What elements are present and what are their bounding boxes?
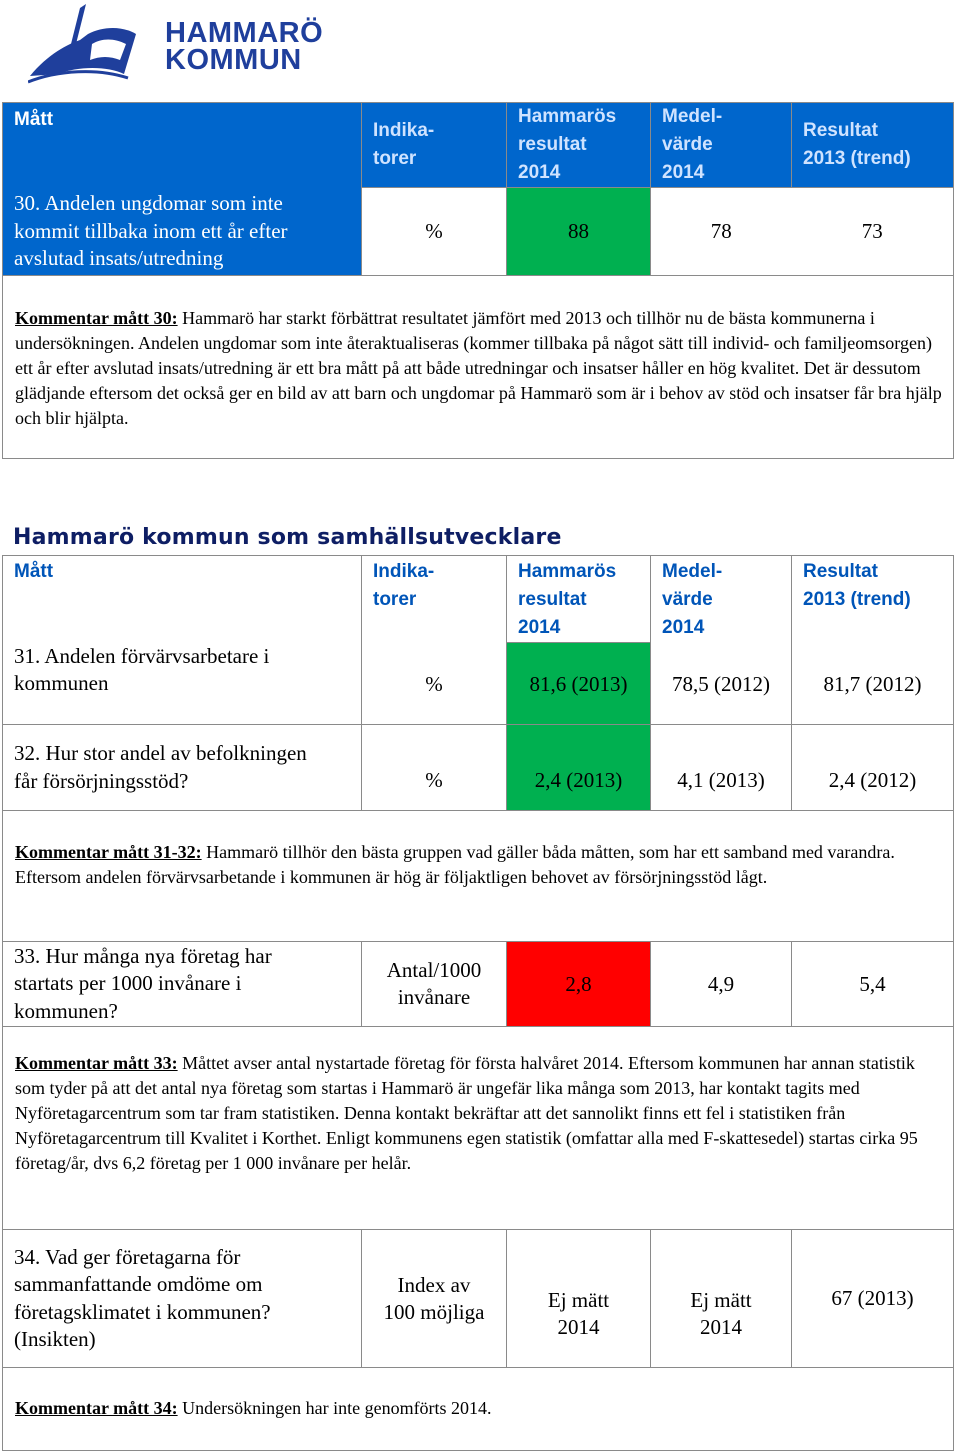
measure-34-unit: Index av 100 möjliga bbox=[362, 1230, 507, 1368]
measure-30-resultat: 73 bbox=[792, 188, 954, 276]
measure-32-medel: 4,1 (2013) bbox=[651, 725, 792, 811]
measure-33-question: 33. Hur många nya företag har startats per 1000 invånare i kommunen? bbox=[3, 942, 362, 1027]
measures-31-34-table bbox=[2, 555, 954, 1451]
logo-mark-icon bbox=[28, 4, 143, 84]
measure-30-comment bbox=[3, 276, 954, 459]
hammaro-kommun-logo bbox=[28, 4, 324, 86]
measure-30-table bbox=[2, 102, 954, 459]
header-medelvarde: Medel- värde 2014 bbox=[651, 103, 792, 188]
measure-33-hammaro: 2,8 bbox=[507, 942, 651, 1027]
measure-33-medel: 4,9 bbox=[651, 942, 792, 1027]
comment-text: Undersökningen har inte genomförts 2014. bbox=[177, 1398, 492, 1418]
section-title: Hammarö kommun som samhällsutvecklare bbox=[13, 525, 562, 550]
measure-30-question: 30. Andelen ungdomar som inte kommit tillbaka inom ett år efter avslutad insats/utredning bbox=[3, 188, 362, 276]
header-hammaros-resultat: Hammarös resultat 2014 bbox=[507, 103, 651, 188]
measure-31-medel: 78,5 (2012) bbox=[651, 643, 792, 725]
header-matt: Mått bbox=[3, 556, 362, 643]
measure-32-unit: % bbox=[362, 725, 507, 811]
measure-30-hammaro: 88 bbox=[507, 188, 651, 276]
comment-label: Kommentar mått 33: bbox=[15, 1053, 178, 1073]
header-resultat-trend: Resultat 2013 (trend) bbox=[792, 103, 954, 188]
logo-line-hammaro: HAMMARÖ bbox=[165, 17, 324, 49]
measure-32-question: 32. Hur stor andel av befolkningen får försörjningsstöd? bbox=[3, 725, 362, 811]
comment-text: Hammarö tillhör den bästa gruppen vad gäller båda måtten, som har ett samband med varandra. Eftersom andelen förvärvsarbetande i kommunen är hög är följaktligen behovet av försörjningsstöd lågt. bbox=[15, 842, 895, 887]
measure-34-resultat: 67 (2013) bbox=[792, 1230, 954, 1368]
measure-31-unit: % bbox=[362, 643, 507, 725]
measure-33-comment bbox=[3, 1027, 954, 1230]
measure-31-resultat: 81,7 (2012) bbox=[792, 643, 954, 725]
measure-34-hammaro: Ej mätt 2014 bbox=[507, 1230, 651, 1368]
measure-32-resultat: 2,4 (2012) bbox=[792, 725, 954, 811]
header-hammaros-resultat: Hammarös resultat 2014 bbox=[507, 556, 651, 643]
comment-label: Kommentar mått 30: bbox=[15, 308, 178, 328]
measure-33-unit: Antal/1000 invånare bbox=[362, 942, 507, 1027]
comment-text: Måttet avser antal nystartade företag för första halvåret 2014. Eftersom kommunen har annan statistik som tyder på att det antal nya företag som startas i Hammarö är ungefär lika många som 2013, har kontakt tagits med Nyföretagarcentrum som tar fram statistiken. Denna kontakt bekräftar att det sannolikt finns ett fel i statistiken från Nyföretagarcentrum till Kvalitet i Korthet. Enligt kommunens egen statistik (omfattar alla med F-skattesedel) startas cirka 95 företag/år, dvs 6,2 företag per 1 000 invånare per helår. bbox=[15, 1053, 918, 1173]
comment-text: Hammarö har starkt förbättrat resultatet jämfört med 2013 och tillhör nu de bästa kommunerna i undersökningen. Andelen ungdomar som inte återaktualiseras (kommer tillbaka på något sätt till individ- och familjeomsorgen) ett år efter avslutad insats/utredning är ett bra mått på att både utredningar och insatser håller en hög kvalitet. Det är dessutom glädjande eftersom det också ger en bild av att barn och ungdomar på Hammarö som är i behov av stöd och insatser får bra hjälp och blir hjälpta. bbox=[15, 308, 942, 428]
measure-33-resultat: 5,4 bbox=[792, 942, 954, 1027]
comment-label: Kommentar mått 34: bbox=[15, 1398, 178, 1418]
measure-34-comment bbox=[3, 1368, 954, 1451]
comment-label: Kommentar mått 31-32: bbox=[15, 842, 202, 862]
logo-line-kommun: KOMMUN bbox=[165, 44, 302, 76]
header-medelvarde: Medel- värde 2014 bbox=[651, 556, 792, 643]
header-indikatorer: Indika- torer bbox=[362, 103, 507, 188]
measure-34-medel: Ej mätt 2014 bbox=[651, 1230, 792, 1368]
header-matt: Mått bbox=[3, 103, 362, 188]
measure-30-medel: 78 bbox=[651, 188, 792, 276]
measure-34-question: 34. Vad ger företagarna för sammanfattande omdöme om företagsklimatet i kommunen? (Insikten) bbox=[3, 1230, 362, 1368]
measure-31-hammaro: 81,6 (2013) bbox=[507, 643, 651, 725]
measure-31-32-comment bbox=[3, 811, 954, 942]
measure-30-unit: % bbox=[362, 188, 507, 276]
measure-31-question: 31. Andelen förvärvsarbetare i kommunen bbox=[3, 643, 362, 725]
measure-32-hammaro: 2,4 (2013) bbox=[507, 725, 651, 811]
header-indikatorer: Indika- torer bbox=[362, 556, 507, 643]
header-resultat-trend: Resultat 2013 (trend) bbox=[792, 556, 954, 643]
